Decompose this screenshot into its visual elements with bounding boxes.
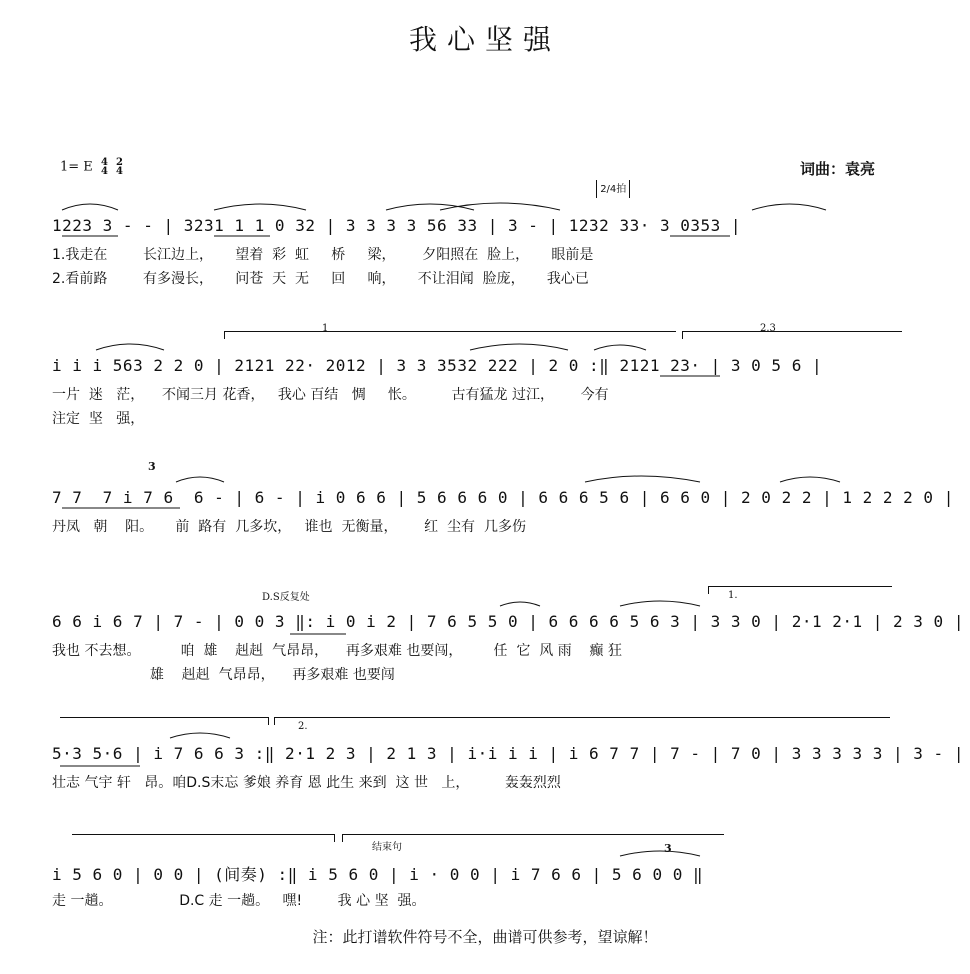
notation-line-6: i 5 6 0 | 0 0 | (间奏) :‖ i 5 6 0 | i · 0 0 | i 7 6 6 | 5 6 0 0 ‖ [52,865,704,884]
footer-note: 注：此打谱软件符号不全，曲谱可供参考，望谅解！ [312,928,658,946]
volta-label-1: 1 [322,323,329,334]
notation-line-5: 5·3 5·6 | i 7 6 6 3 :‖ 2·1 2 3 | 2 1 3 | i·i i i | i 6 7 7 | 7 - | 7 0 | 3 3 3 3 3 | 3 - | [52,744,964,763]
volta-label-5: 2. [298,721,308,732]
beat-change-note: 2/4拍 [596,180,630,198]
triplet-mark-1: 3 [148,460,156,473]
notation-line-2: i i i 563 2 2 0 | 2121 22· 2012 | 3 3 3532 222 | 2 0 :‖ 2121 23· | 3 0 5 6 | [52,356,823,375]
volta-label-3: 1. [728,590,738,601]
score-title: 我心坚强 [408,23,561,56]
meter-2-4: 2 4 [116,157,124,177]
lyrics-line-1-verse-2: 2.看前路 有多漫长， 问苍 天 无 回 响， 不让泪闻 脸庞， 我心已 [52,271,589,287]
lyrics-line-3-verse-1: 丹凤 朝 阳。 前 路有 几多坎， 谁也 无衡量， 红 尘有 几多伤 [52,519,526,535]
notation-line-3: 7 7 7 i 7 6 6 - | 6 - | i 0 6 6 | 5 6 6 6 0 | 6 6 6 5 6 | 6 6 0 | 2 0 2 2 | 1 2 2 2 0 | [52,488,954,507]
lyrics-line-2-verse-1: 一片 迷 茫， 不闻三月 花香， 我心 百结 惆 怅。 古有猛龙 过江， 今有 [52,387,609,403]
ds-mark: D.S反复处 [262,592,310,603]
author-credit: 词曲：袁亮 [800,160,876,178]
key-label: 1= E [60,159,93,175]
lyrics-line-4-verse-2: 雄 赳赳 气昂昂， 再多艰难 也要闯 [52,667,395,683]
lyrics-line-5-verse-1: 壮志 气宇 轩 昂。咱D.S末忘 爹娘 养育 恩 此生 来到 这 世 上， 轰轰烈烈 [52,775,561,791]
volta-label-2: 2.3 [760,323,776,334]
meter-4-4: 4 4 [100,157,108,177]
lyrics-line-4-verse-1: 我也 不去想。 咱 雄 赳赳 气昂昂， 再多艰难 也要闯， 任 它 风 雨 癫 狂 [52,643,623,659]
lyrics-line-6-verse-1: 走 一趟。 D.C 走 一趟。 嘿! 我 心 坚 强。 [52,893,426,909]
notation-line-4: 6 6 i 6 7 | 7 - | 0 0 3 ‖: i 0 i 2 | 7 6 5 5 0 | 6 6 6 6 5 6 3 | 3 3 0 | 2·1 2·1 | 2 3 0 | [52,612,964,631]
triplet-mark-2: 3 [664,842,672,855]
lyrics-line-2-verse-2: 注定 坚 强， [52,411,145,427]
notation-line-1: 1223 3 - - | 3231 1 1 0 32 | 3 3 3 3 56 33 | 3 - | 1232 33· 3 0353 | [52,216,742,235]
lyrics-line-1-verse-1: 1.我走在 长江边上， 望着 彩 虹 桥 梁， 夕阳照在 脸上， 眼前是 [52,247,594,263]
coda-mark: 结束句 [372,842,402,853]
